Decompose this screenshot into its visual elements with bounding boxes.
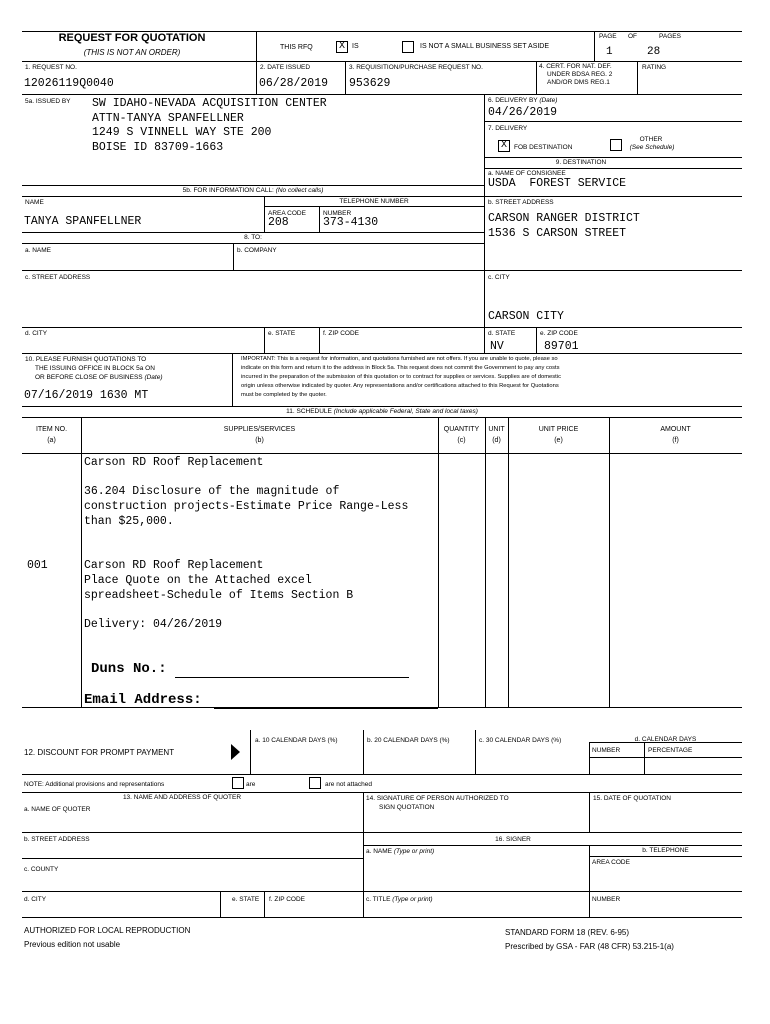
- signer-area-code-label: AREA CODE: [592, 859, 630, 866]
- date-issued-value[interactable]: 06/28/2019: [259, 77, 329, 90]
- not-small-business-label: IS NOT A SMALL BUSINESS SET ASIDE: [420, 43, 550, 50]
- schedule-line-5: Carson RD Roof Replacement: [84, 559, 264, 572]
- is-checkbox[interactable]: X: [336, 41, 348, 53]
- important-line-2: indicate on this form and return it to the address in Block 5a. This request does not commit the Government to pay any costs: [241, 365, 560, 371]
- delivery-by-label: 6. DELIVERY BY (Date): [488, 97, 558, 104]
- dest-street-line-2: 1536 S CARSON STREET: [488, 227, 627, 240]
- area-code-label: AREA CODE: [268, 210, 306, 217]
- fob-destination-checkbox[interactable]: X: [498, 140, 510, 152]
- discount-days-label: d. CALENDAR DAYS: [634, 736, 697, 743]
- quoter-city-label: d. CITY: [24, 896, 47, 903]
- are-not-checkbox[interactable]: [309, 777, 321, 789]
- col-supplies: SUPPLIES/SERVICES: [223, 426, 296, 433]
- dest-state-value: NV: [490, 340, 504, 353]
- to-state-label: e. STATE: [268, 330, 296, 337]
- are-checkbox[interactable]: [232, 777, 244, 789]
- important-line-5: must be completed by the quoter.: [241, 392, 327, 398]
- not-small-business-checkbox[interactable]: [402, 41, 414, 53]
- discount-30-label: c. 30 CALENDAR DAYS (%): [479, 737, 562, 744]
- col-unit-sub: (d): [492, 437, 501, 444]
- important-line-3: incurred in the preparation of the submission of this quotation or to contract for supplies or services. Supplies are of domestic: [241, 374, 561, 380]
- issued-by-line-3: 1249 S VINNELL WAY STE 200: [92, 126, 272, 139]
- requisition-value[interactable]: 953629: [349, 77, 391, 90]
- quoter-zip-label: f. ZIP CODE: [269, 896, 305, 903]
- quoter-street-label: b. STREET ADDRESS: [24, 836, 90, 843]
- issued-by-line-4: BOISE ID 83709-1663: [92, 141, 224, 154]
- schedule-line-3: construction projects-Estimate Price Range-Less: [84, 500, 409, 513]
- quoter-state-label: e. STATE: [232, 896, 260, 903]
- delivery-label: 7. DELIVERY: [488, 125, 528, 132]
- important-line-4: origin unless otherwise indicated by quoter. Any representations and/or certifications attached to this Request for Quotations: [241, 383, 559, 389]
- furnish-label-3: OR BEFORE CLOSE OF BUSINESS (Date): [35, 374, 163, 381]
- request-no-label: 1. REQUEST NO.: [25, 64, 77, 71]
- signer-title-label: c. TITLE (Type or print): [366, 896, 433, 903]
- col-amount: AMOUNT: [660, 426, 691, 433]
- col-quantity: QUANTITY: [443, 426, 480, 433]
- dest-state-label: d. STATE: [488, 330, 516, 337]
- see-schedule-label: (See Schedule): [629, 144, 675, 151]
- footer-right-2: Prescribed by GSA - FAR (48 CFR) 53.215-1(a): [505, 942, 674, 951]
- issued-by-label: 5a. ISSUED BY: [25, 98, 71, 105]
- fob-destination-label: FOB DESTINATION: [514, 144, 573, 151]
- col-unit-price-sub: (e): [554, 437, 563, 444]
- to-name-label: a. NAME: [25, 247, 52, 254]
- info-call-label: 5b. FOR INFORMATION CALL: (No collect calls): [182, 187, 324, 194]
- col-amount-sub: (f): [672, 437, 679, 444]
- consignee-value: USDA FOREST SERVICE: [488, 177, 627, 190]
- other-checkbox[interactable]: [610, 139, 622, 151]
- issued-by-line-1: SW IDAHO-NEVADA ACQUISITION CENTER: [92, 97, 327, 110]
- contact-name-value: TANYA SPANFELLNER: [24, 215, 142, 228]
- note-label: NOTE: Additional provisions and representations: [24, 781, 165, 788]
- signature-label-1: 14. SIGNATURE OF PERSON AUTHORIZED TO: [366, 795, 509, 802]
- telephone-label: TELEPHONE NUMBER: [339, 198, 409, 205]
- item-number: 001: [27, 559, 48, 572]
- form-title: REQUEST FOR QUOTATION: [58, 32, 206, 44]
- signer-name-label: a. NAME (Type or print): [366, 848, 435, 855]
- date-issued-label: 2. DATE ISSUED: [260, 64, 311, 71]
- schedule-line-6: Place Quote on the Attached excel: [84, 574, 312, 587]
- dest-zip-label: e. ZIP CODE: [540, 330, 578, 337]
- is-label: IS: [352, 43, 359, 50]
- discount-number-label: NUMBER: [592, 747, 621, 754]
- schedule-line-8: Delivery: 04/26/2019: [84, 618, 223, 631]
- arrow-right-icon: [231, 744, 240, 760]
- dest-street-line-1: CARSON RANGER DISTRICT: [488, 212, 640, 225]
- dest-city-value: CARSON CITY: [488, 310, 564, 323]
- dest-city-label: c. CITY: [488, 274, 510, 281]
- this-rfq-label: THIS RFQ: [280, 44, 313, 51]
- email-input-line[interactable]: [214, 708, 438, 709]
- quotation-date-label: 15. DATE OF QUOTATION: [593, 795, 672, 802]
- schedule-line-1: Carson RD Roof Replacement: [84, 456, 264, 469]
- col-quantity-sub: (c): [457, 437, 466, 444]
- to-zip-label: f. ZIP CODE: [323, 330, 359, 337]
- schedule-title: 11. SCHEDULE (Include applicable Federal, State and local taxes): [286, 408, 478, 415]
- signer-number-label: NUMBER: [592, 896, 621, 903]
- other-label: OTHER: [639, 136, 663, 143]
- cert-label-2: UNDER BDSA REG. 2: [547, 71, 613, 78]
- area-code-value: 208: [268, 216, 289, 229]
- to-label: 8. TO:: [244, 234, 262, 241]
- schedule-line-2: 36.204 Disclosure of the magnitude of: [84, 485, 340, 498]
- destination-label: 9. DESTINATION: [555, 159, 607, 166]
- signer-telephone-label: b. TELEPHONE: [642, 847, 689, 854]
- schedule-line-7: spreadsheet-Schedule of Items Section B: [84, 589, 354, 602]
- col-unit-price: UNIT PRICE: [538, 426, 579, 433]
- duns-label: Duns No.:: [91, 661, 167, 677]
- discount-label: 12. DISCOUNT FOR PROMPT PAYMENT: [24, 748, 175, 757]
- footer-left-2: Previous edition not usable: [24, 940, 121, 949]
- cert-label-3: AND/OR DMS REG.1: [547, 79, 610, 86]
- issued-by-line-2: ATTN-TANYA SPANFELLNER: [92, 112, 244, 125]
- page-label: PAGE: [599, 33, 617, 40]
- email-label: Email Address:: [84, 692, 202, 708]
- cert-label-1: 4. CERT. FOR NAT. DEF.: [539, 63, 612, 70]
- duns-input-line[interactable]: [175, 677, 409, 678]
- discount-percentage-label: PERCENTAGE: [648, 747, 693, 754]
- phone-number-value: 373-4130: [323, 216, 379, 229]
- signature-label-2: SIGN QUOTATION: [379, 804, 435, 811]
- page-value: 1: [606, 46, 613, 58]
- number-label: NUMBER: [323, 210, 352, 217]
- col-unit: UNIT: [488, 426, 505, 433]
- consignee-label: a. NAME OF CONSIGNEE: [488, 170, 566, 177]
- delivery-by-value[interactable]: 04/26/2019: [488, 106, 558, 119]
- pages-value: 28: [647, 46, 661, 58]
- col-item-no-sub: (a): [47, 437, 56, 444]
- signer-label: 16. SIGNER: [495, 836, 531, 843]
- requisition-label: 3. REQUISITION/PURCHASE REQUEST NO.: [349, 64, 483, 71]
- dest-zip-value: 89701: [544, 340, 579, 353]
- col-supplies-sub: (b): [255, 437, 264, 444]
- discount-10-label: a. 10 CALENDAR DAYS (%): [255, 737, 338, 744]
- furnish-label-1: 10. PLEASE FURNISH QUOTATIONS TO: [25, 356, 147, 363]
- quoter-name-label: a. NAME OF QUOTER: [24, 806, 91, 813]
- are-not-label: are not attached: [325, 781, 372, 788]
- quote-due-value[interactable]: 07/16/2019 1630 MT: [24, 389, 149, 402]
- discount-20-label: b. 20 CALENDAR DAYS (%): [367, 737, 450, 744]
- col-item-no: ITEM NO.: [35, 426, 68, 433]
- to-street-label: c. STREET ADDRESS: [25, 274, 91, 281]
- quoter-header: 13. NAME AND ADDRESS OF QUOTER: [122, 794, 242, 801]
- are-label: are: [246, 781, 256, 788]
- quoter-county-label: c. COUNTY: [24, 866, 59, 873]
- footer-left-1: AUTHORIZED FOR LOCAL REPRODUCTION: [24, 926, 191, 935]
- pages-label: PAGES: [659, 33, 681, 40]
- request-no-value[interactable]: 12026119Q0040: [24, 77, 114, 90]
- to-company-label: b. COMPANY: [237, 247, 277, 254]
- of-label: OF: [628, 33, 638, 40]
- schedule-line-4: than $25,000.: [84, 515, 174, 528]
- footer-right-1: STANDARD FORM 18 (REV. 6-95): [505, 928, 630, 937]
- to-city-label: d. CITY: [25, 330, 48, 337]
- contact-name-label: NAME: [25, 199, 44, 206]
- important-line-1: IMPORTANT: This is a request for information, and quotations furnished are not offers. If you are unable to quote, please so: [241, 356, 558, 362]
- form-subtitle: (THIS IS NOT AN ORDER): [83, 48, 181, 57]
- rating-label: RATING: [642, 64, 667, 71]
- furnish-label-2: THE ISSUING OFFICE IN BLOCK 5a ON: [35, 365, 155, 372]
- dest-street-label: b. STREET ADDRESS: [488, 199, 554, 206]
